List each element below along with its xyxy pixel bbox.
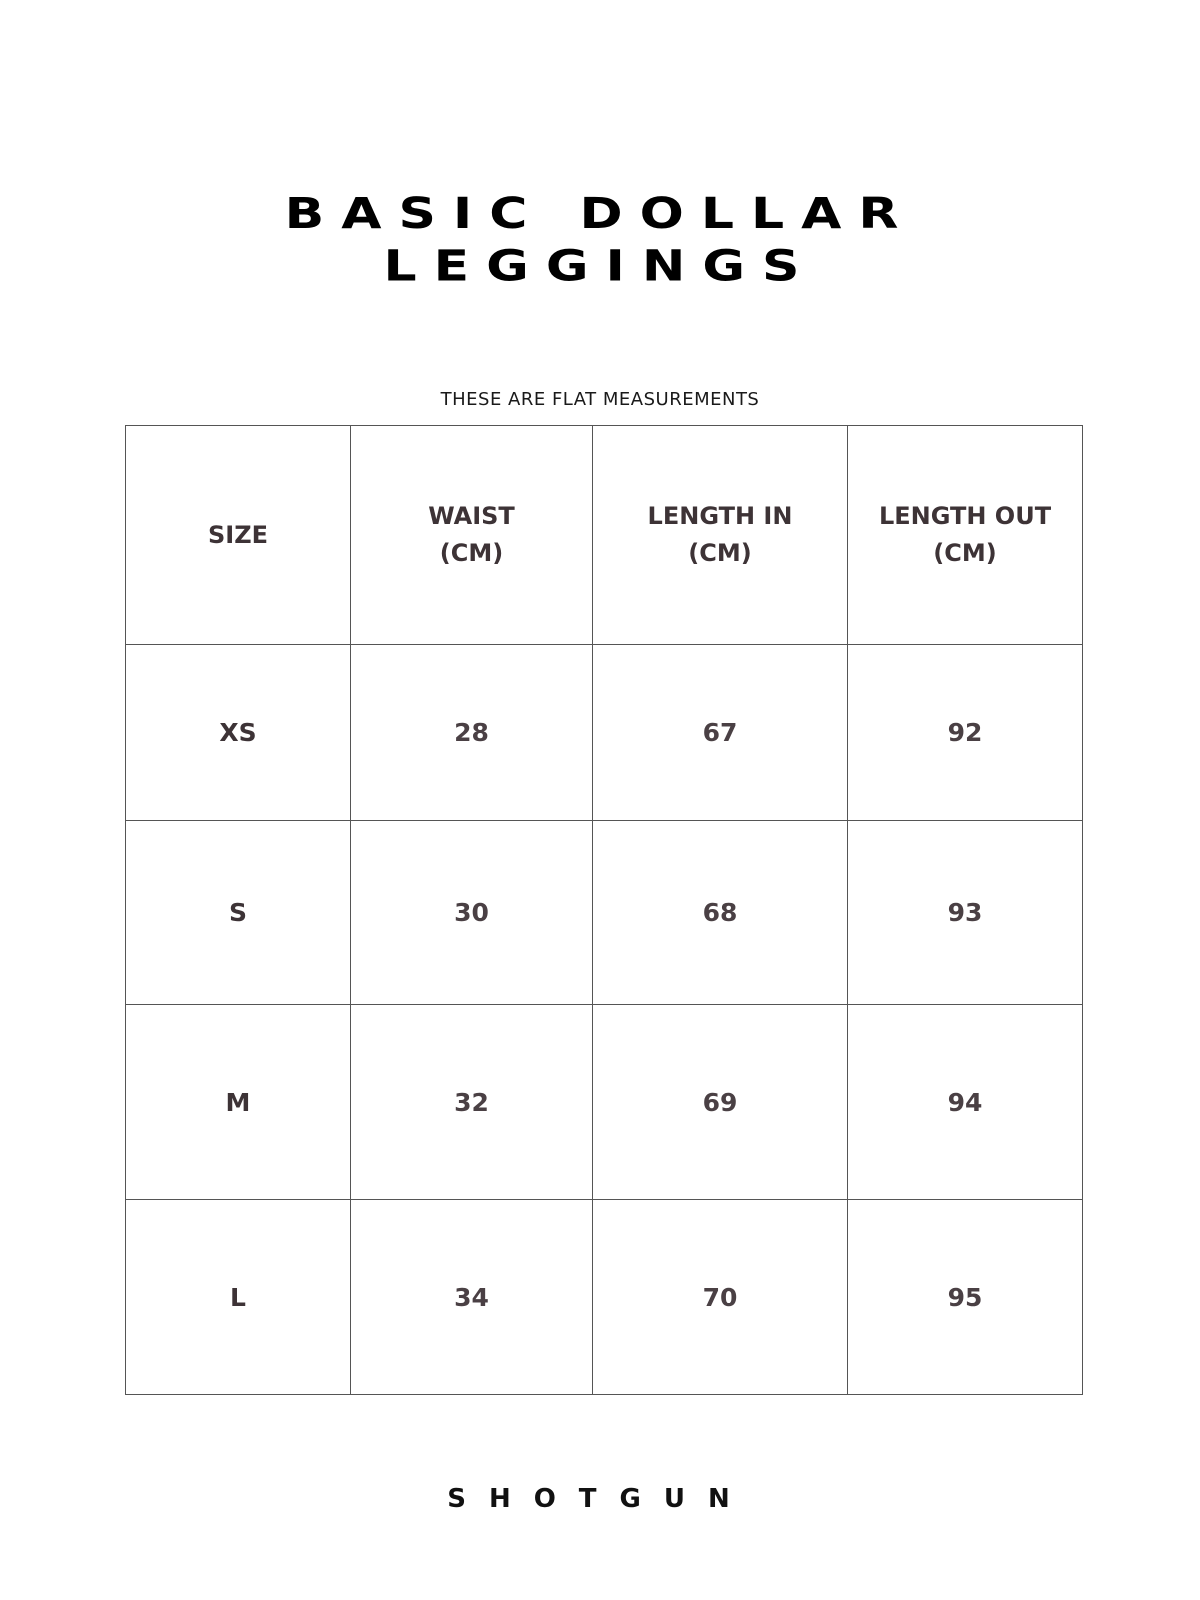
waist-cell: 30 [351, 821, 593, 1005]
header-waist [351, 426, 593, 645]
header-size [126, 426, 351, 645]
page-title [0, 188, 1200, 293]
length-in-cell: 69 [593, 1005, 848, 1200]
brand-logo: SHOTGUN [447, 1484, 753, 1514]
size-chart-table [125, 425, 1083, 1395]
length-in-cell: 70 [593, 1200, 848, 1395]
header-length-out-label: LENGTH OUT [878, 502, 1052, 530]
waist-cell: 34 [351, 1200, 593, 1395]
table-row [126, 1200, 1083, 1395]
title-line-2: LEGGINGS [383, 242, 817, 292]
header-size-label: SIZE [207, 520, 268, 549]
waist-cell: 32 [351, 1005, 593, 1200]
size-cell: XS [126, 645, 351, 821]
table-row [126, 821, 1083, 1005]
size-cell: L [126, 1200, 351, 1395]
table-header-row [126, 426, 1083, 645]
size-cell: M [126, 1005, 351, 1200]
header-length-in-unit: (CM) [688, 539, 752, 567]
length-out-cell: 94 [848, 1005, 1083, 1200]
header-waist-label: WAIST [428, 502, 515, 530]
header-length-out-unit: (CM) [933, 539, 997, 567]
measurement-note: THESE ARE FLAT MEASUREMENTS [440, 389, 760, 410]
table-row [126, 645, 1083, 821]
header-waist-unit: (CM) [439, 539, 504, 567]
length-out-cell: 92 [848, 645, 1083, 821]
header-length-in-label: LENGTH IN [647, 502, 793, 530]
length-out-cell: 95 [848, 1200, 1083, 1395]
length-in-cell: 67 [593, 645, 848, 821]
length-out-cell: 93 [848, 821, 1083, 1005]
header-length-out [848, 426, 1083, 645]
title-line-1: BASIC DOLLAR [284, 189, 916, 239]
waist-cell: 28 [351, 645, 593, 821]
table-row [126, 1005, 1083, 1200]
size-cell: S [126, 821, 351, 1005]
header-length-in [593, 426, 848, 645]
length-in-cell: 68 [593, 821, 848, 1005]
